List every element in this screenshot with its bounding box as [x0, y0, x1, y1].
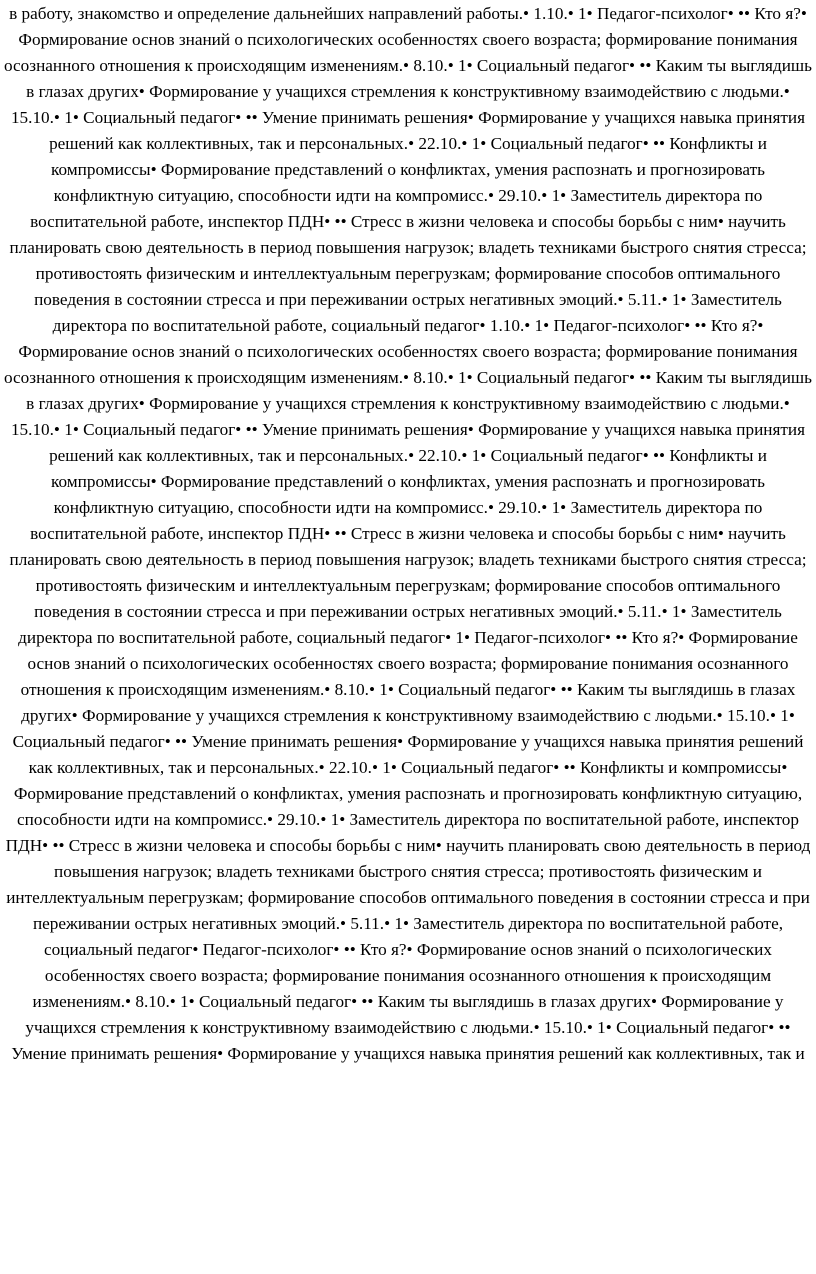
document-body [4, 1, 812, 1067]
body-paragraph: в работу, знакомство и определение дальнейших направлений работы.• 1.10.• 1• Педагог-психолог• •• Кто я?• Формирование основ знаний о психологических особенностях своего возраста; формирование понимания осознанного отношения к происходящим изменениям.• 8.10.• 1• Социальный педагог• •• Каким ты выглядишь в глазах других• Формирование у учащихся стремления к конструктивному взаимодействию с людьми.• 15.10.• 1• Социальный педагог• •• Умение принимать решения• Формирование у учащихся навыка принятия решений как коллективных, так и персональных.• 22.10.• 1• Социальный педагог• •• Конфликты и компромиссы• Формирование представлений о конфликтах, умения распознать и прогнозировать конфликтную ситуацию, способности идти на компромисс.• 29.10.• 1• Заместитель директора по воспитательной работе, инспектор ПДН• •• Стресс в жизни человека и способы борьбы с ним• научить планировать свою деятельность в период повышения нагрузок; владеть техниками быстрого снятия стресса; противостоять физическим и интеллектуальным перегрузкам; формирование способов оптимального поведения в состоянии стресса и при переживании острых негативных эмоций.• 5.11.• 1• Заместитель директора по воспитательной работе, социальный педагог• 1.10.• 1• Педагог-психолог• •• Кто я?• Формирование основ знаний о психологических особенностях своего возраста; формирование понимания осознанного отношения к происходящим изменениям.• 8.10.• 1• Социальный педагог• •• Каким ты выглядишь в глазах других• Формирование у учащихся стремления к конструктивному взаимодействию с людьми.• 15.10.• 1• Социальный педагог• •• Умение принимать решения• Формирование у учащихся навыка принятия решений как коллективных, так и персональных.• 22.10.• 1• Социальный педагог• •• Конфликты и компромиссы• Формирование представлений о конфликтах, умения распознать и прогнозировать конфликтную ситуацию, способности идти на компромисс.• 29.10.• 1• Заместитель директора по воспитательной работе, инспектор ПДН• •• Стресс в жизни человека и способы борьбы с ним• научить планировать свою деятельность в период повышения нагрузок; владеть техниками быстрого снятия стресса; противостоять физическим и интеллектуальным перегрузкам; формирование способов оптимального поведения в состоянии стресса и при переживании острых негативных эмоций.• 5.11.• 1• Заместитель директора по воспитательной работе, социальный педагог• 1• Педагог-психолог• •• Кто я?• Формирование основ знаний о психологических особенностях своего возраста; формирование понимания осознанного отношения к происходящим изменениям.• 8.10.• 1• Социальный педагог• •• Каким ты выглядишь в глазах других• Формирование у учащихся стремления к конструктивному взаимодействию с людьми.• 15.10.• 1• Социальный педагог• •• Умение принимать решения• Формирование у учащихся навыка принятия решений как коллективных, так и персональных.• 22.10.• 1• Социальный педагог• •• Конфликты и компромиссы• Формирование представлений о конфликтах, умения распознать и прогнозировать конфликтную ситуацию, способности идти на компромисс.• 29.10.• 1• Заместитель директора по воспитательной работе, инспектор ПДН• •• Стресс в жизни человека и способы борьбы с ним• научить планировать свою деятельность в период повышения нагрузок; владеть техниками быстрого снятия стресса; противостоять физическим и интеллектуальным перегрузкам; формирование способов оптимального поведения в состоянии стресса и при переживании острых негативных эмоций.• 5.11.• 1• Заместитель директора по воспитательной работе, социальный педагог• Педагог-психолог• •• Кто я?• Формирование основ знаний о психологических особенностях своего возраста; формирование понимания осознанного отношения к происходящим изменениям.• 8.10.• 1• Социальный педагог• •• Каким ты выглядишь в глазах других• Формирование у учащихся стремления к конструктивному взаимодействию с людьми.• 15.10.• 1• Социальный педагог• •• Умение принимать решения• Формирование у учащихся навыка принятия решений как коллективных, так и [4, 4, 812, 1063]
